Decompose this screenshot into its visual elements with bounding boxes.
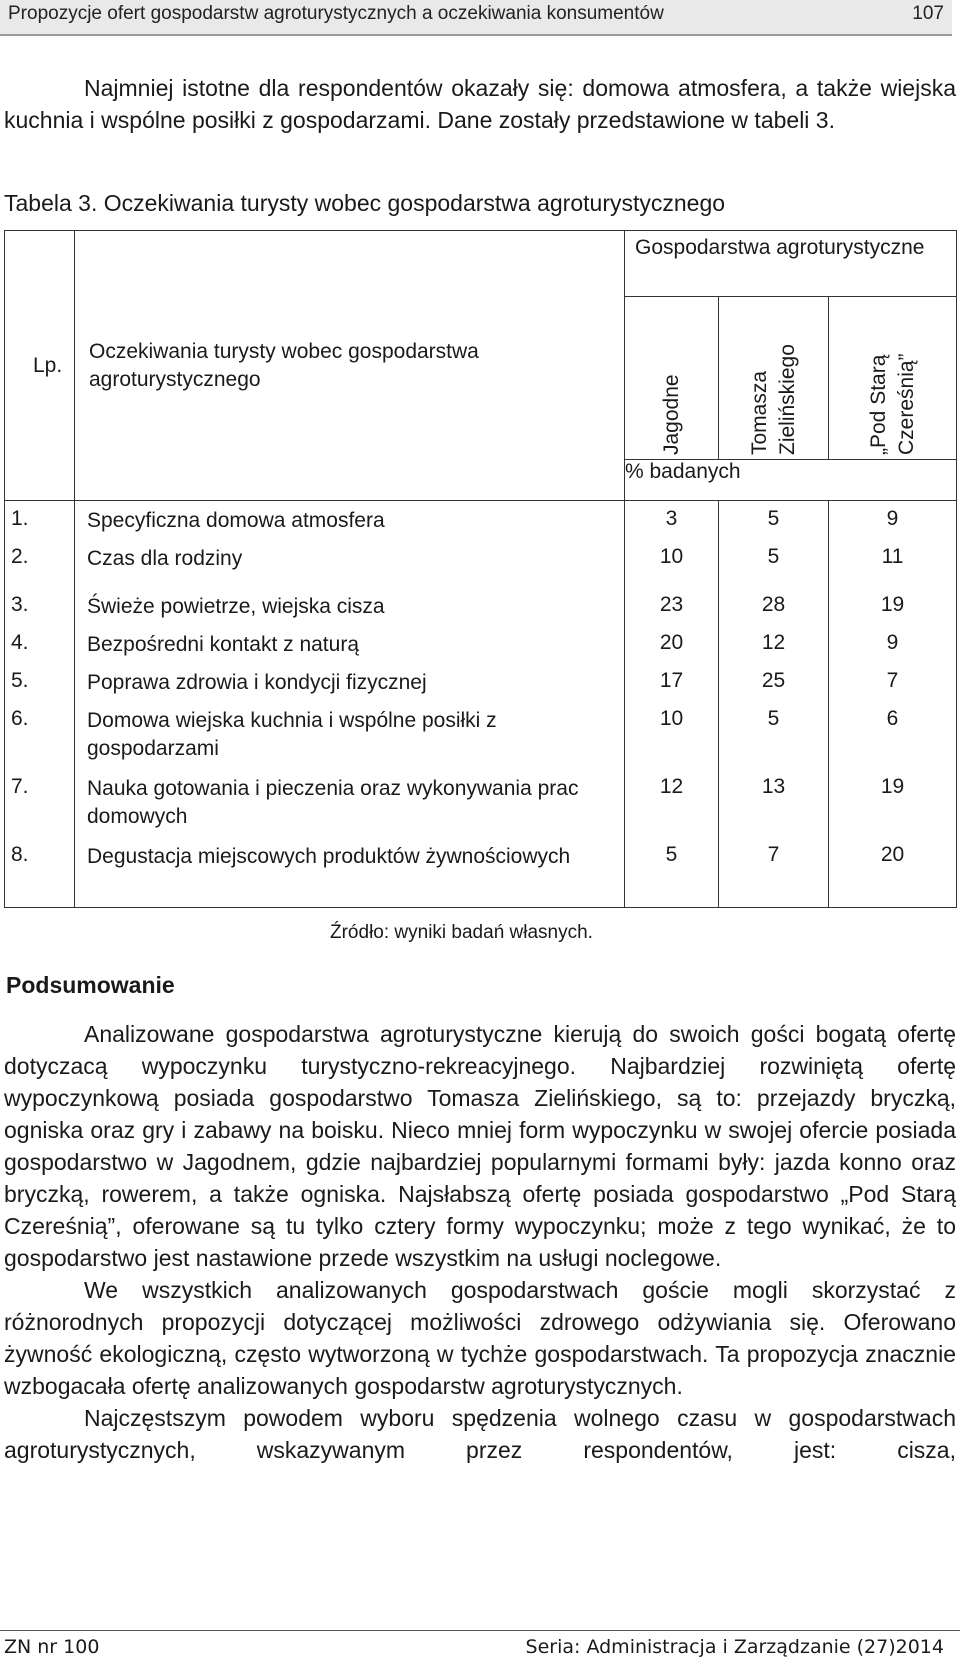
- row-value: 19: [829, 769, 957, 837]
- farm-name: „Pod Starą Czereśnią”: [866, 353, 918, 455]
- row-value: 5: [719, 539, 829, 583]
- row-description: Bezpośredni kontakt z naturą: [75, 625, 625, 663]
- intro-text: Najmniej istotne dla respondentów okazały się: domowa atmosfera, a także wiejska kuchnia i wspólne posiłki z gospodarzami. Dane zostały przedstawione w tabeli 3.: [4, 75, 956, 133]
- summary-paragraph: Najczęstszym powodem wyboru spędzenia wolnego czasu w gospodarstwach agroturystycznych, wskazywanym przez respondentów, jest: cisza,: [4, 1405, 956, 1463]
- row-lp: 6.: [5, 701, 75, 769]
- table-body: [5, 501, 957, 908]
- row-value: 9: [829, 501, 957, 540]
- footer-rule: [0, 1630, 960, 1631]
- farm-name: Jagodne: [659, 374, 683, 455]
- table-source: Źródło: wyniki badań własnych.: [330, 922, 593, 943]
- row-value: 17: [625, 663, 719, 701]
- expectations-table: [4, 230, 957, 908]
- table-row: [5, 701, 957, 769]
- row-lp: 5.: [5, 663, 75, 701]
- table-row: [5, 625, 957, 663]
- farm-header-czeresnia: [829, 297, 957, 460]
- row-value: 11: [829, 539, 957, 583]
- row-value: 12: [719, 625, 829, 663]
- row-description: Degustacja miejscowych produktów żywnościowych: [75, 837, 625, 908]
- row-value: 5: [719, 701, 829, 769]
- footer-series: Seria: Administracja i Zarządzanie (27)2014: [525, 1636, 944, 1658]
- summary-paragraph: Analizowane gospodarstwa agroturystyczne kierują do swoich gości bogatą ofertę dotyczacą wypoczynku turystyczno-rekreacyjnego. Najbardziej rozwiniętą ofertę wypoczynkową posiada gospodarstwo Tomasza Zielińskiego, są to: przejazdy bryczką, ogniska oraz gry i zabawy na boisku. Nieco mniej form wypoczynku w swojej ofercie posiada gospodarstwo w Jagodnem, gdzie najbardziej popularnymi formami były: jazda konno oraz bryczką, rowerem, a także ogniska. Najsłabszą ofertę posiada gospodarstwo „Pod Starą Czereśnią”, oferowane są tu tylko cztery formy wypoczynku; może z tego wynikać, że to gospodarstwo jest nastawione przede wszystkim na usługi noclegowe.: [4, 1021, 956, 1271]
- row-value: 23: [625, 583, 719, 625]
- row-description: Domowa wiejska kuchnia i wspólne posiłki z gospodarzami: [75, 701, 625, 769]
- row-lp: 4.: [5, 625, 75, 663]
- row-value: 13: [719, 769, 829, 837]
- row-lp: 7.: [5, 769, 75, 837]
- row-lp: 3.: [5, 583, 75, 625]
- row-description: Poprawa zdrowia i kondycji fizycznej: [75, 663, 625, 701]
- row-description: Nauka gotowania i pieczenia oraz wykonywania prac domowych: [75, 769, 625, 837]
- table-row: [5, 837, 957, 908]
- section-title: Podsumowanie: [6, 972, 175, 998]
- row-value: 3: [625, 501, 719, 540]
- row-value: 20: [625, 625, 719, 663]
- summary-text: [4, 1018, 956, 1466]
- row-value: 5: [719, 501, 829, 540]
- row-value: 10: [625, 539, 719, 583]
- table-row: [5, 501, 957, 540]
- footer-journal: ZN nr 100: [4, 1636, 100, 1658]
- row-value: 7: [719, 837, 829, 908]
- row-description: Świeże powietrze, wiejska cisza: [75, 583, 625, 625]
- row-lp: 8.: [5, 837, 75, 908]
- row-value: 19: [829, 583, 957, 625]
- intro-paragraph: [4, 72, 956, 136]
- table-row: [5, 769, 957, 837]
- row-value: 28: [719, 583, 829, 625]
- row-value: 5: [625, 837, 719, 908]
- col-lp-header: Lp.: [5, 231, 75, 501]
- farm-header-zielinski: [719, 297, 829, 460]
- row-value: 12: [625, 769, 719, 837]
- row-value: 25: [719, 663, 829, 701]
- row-description: Czas dla rodziny: [75, 539, 625, 583]
- row-value: 10: [625, 701, 719, 769]
- farm-name: Tomasza Zielińskiego: [747, 344, 799, 455]
- page-number: 107: [912, 3, 944, 24]
- row-value: 7: [829, 663, 957, 701]
- col-desc-header: Oczekiwania turysty wobec gospodarstwa agroturystycznego: [75, 231, 625, 501]
- row-value: 20: [829, 837, 957, 908]
- table-row: [5, 663, 957, 701]
- row-lp: 1.: [5, 501, 75, 540]
- row-value: 6: [829, 701, 957, 769]
- table-caption: Tabela 3. Oczekiwania turysty wobec gospodarstwa agroturystycznego: [4, 190, 726, 216]
- running-title: Propozycje ofert gospodarstw agroturystycznych a oczekiwania konsumentów: [8, 3, 664, 24]
- summary-paragraph: We wszystkich analizowanych gospodarstwach goście mogli skorzystać z różnorodnych propozycji dotyczącej możliwości zdrowego odżywiania się. Oferowano żywność ekologiczną, często wytworzoną w tychże gospodarstwach. Ta propozycja znacznie wzbogacała ofertę analizowanych gospodarstw agroturystycznych.: [4, 1277, 956, 1399]
- unit-label: % badanych: [625, 460, 957, 501]
- group-header: Gospodarstwa agroturystyczne: [625, 231, 957, 297]
- row-description: Specyficzna domowa atmosfera: [75, 501, 625, 540]
- farm-header-jagodne: [625, 297, 719, 460]
- row-value: 9: [829, 625, 957, 663]
- table-row: [5, 583, 957, 625]
- row-lp: 2.: [5, 539, 75, 583]
- table-row: [5, 539, 957, 583]
